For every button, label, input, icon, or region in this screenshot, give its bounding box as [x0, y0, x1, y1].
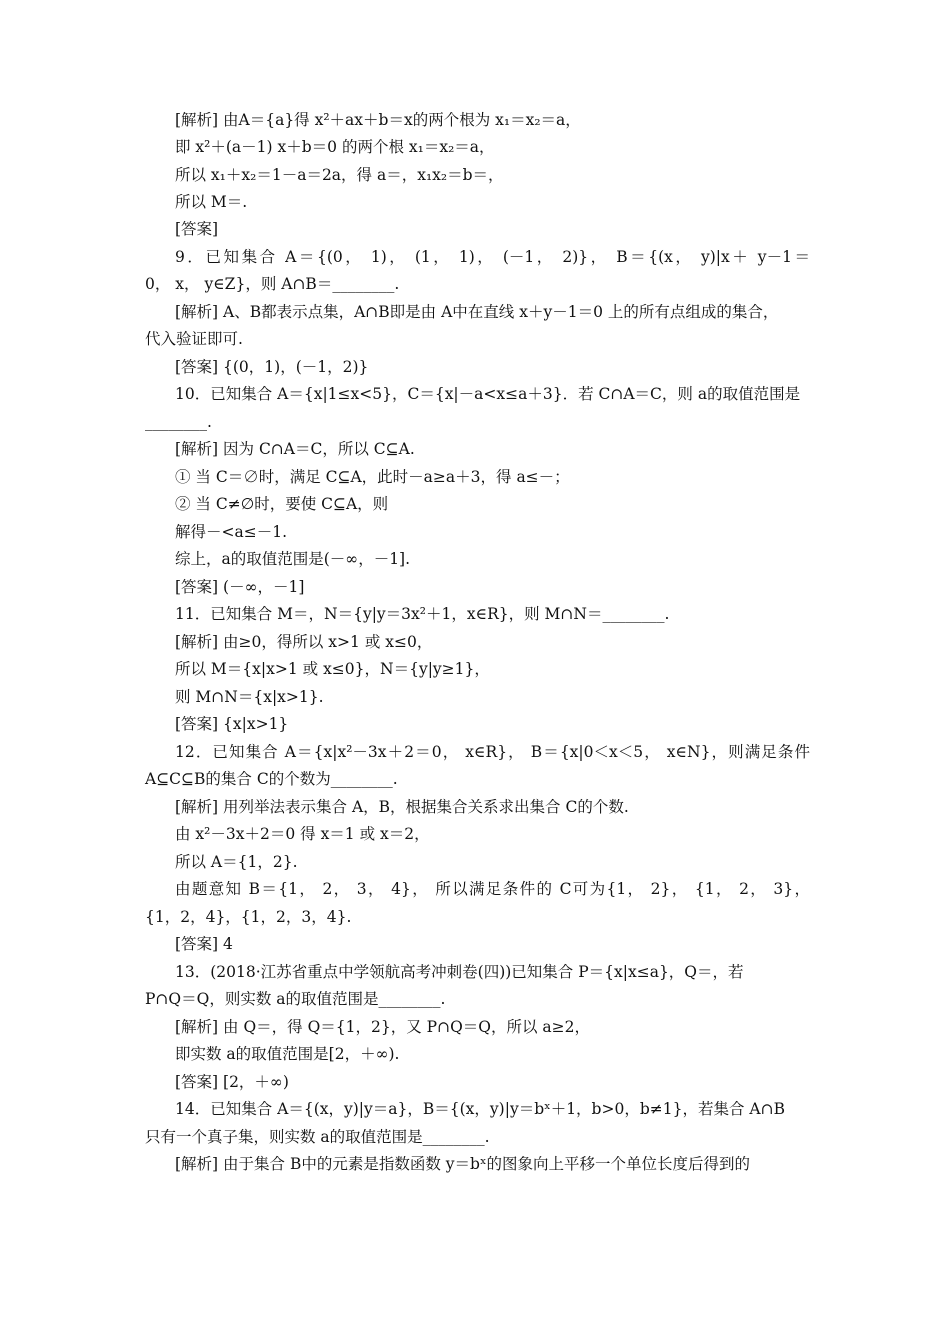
text-line: 所以 x₁＋x₂＝1－a＝2a，得 a＝，x₁x₂＝b＝， [175, 166, 504, 184]
text-line: 13．(2018·江苏省重点中学领航高考冲刺卷(四))已知集合 P＝{x|x≤a}，Q＝，若 [175, 963, 744, 981]
text-line: [解析] 由于集合 B中的元素是指数函数 y＝bˣ的图象向上平移一个单位长度后得到的 [175, 1155, 751, 1173]
text-line: 所以 A＝{1，2}. [175, 853, 298, 871]
text-line: [答案] [2，＋∞) [175, 1073, 289, 1091]
text-line: 9．已知集合 A＝{(0， 1)， (1， 1)， (－1， 2)}， B＝{(x， y)|x＋ y－1＝ [175, 248, 810, 266]
text-line: [解析] 由≥0，得所以 x>1 或 x≤0， [175, 633, 433, 651]
text-line: P∩Q＝Q，则实数 a的取值范围是________. [145, 990, 446, 1008]
text-line: {1，2，4}，{1，2，3，4}. [145, 908, 352, 926]
text-line: 由 x²－3x＋2＝0 得 x＝1 或 x＝2， [175, 825, 430, 843]
text-line: [解析] A、B都表示点集，A∩B即是由 A中在直线 x＋y－1＝0 上的所有点组成的集合， [175, 303, 779, 321]
text-line: [答案] {x|x>1} [175, 715, 289, 733]
text-line: [解析] 由 Q＝，得 Q＝{1，2}，又 P∩Q＝Q，所以 a≥2， [175, 1018, 591, 1036]
text-line: 即 x²＋(a－1) x＋b＝0 的两个根 x₁＝x₂＝a， [175, 138, 495, 156]
text-line: [答案] (－∞，－1] [175, 578, 305, 596]
text-line: [解析] 因为 C∩A＝C，所以 C⊆A. [175, 440, 415, 458]
text-line: ① 当 C＝∅时，满足 C⊆A，此时－a≥a＋3，得 a≤－； [175, 468, 570, 486]
text-line: 所以 M＝. [175, 193, 248, 211]
text-line: 12．已知集合 A＝{x|x²－3x＋2＝0， x∈R}， B＝{x|0＜x＜5， x∈N}，则满足条件 [175, 743, 810, 761]
text-line: [答案] [175, 220, 219, 238]
text-line: 0， x， y∈Z}，则 A∩B＝________. [145, 275, 400, 293]
text-line: 解得－<a≤－1. [175, 523, 288, 541]
text-line: 即实数 a的取值范围是[2，＋∞). [175, 1045, 400, 1063]
text-line: 14．已知集合 A＝{(x，y)|y＝a}，B＝{(x，y)|y＝bˣ＋1，b>0，b≠1}，若集合 A∩B [175, 1100, 785, 1118]
text-line: 10．已知集合 A＝{x|1≤x<5}，C＝{x|－a<x≤a＋3}．若 C∩A＝C，则 a的取值范围是 [175, 385, 801, 403]
text-line: 所以 M＝{x|x>1 或 x≤0}，N＝{y|y≥1}， [175, 660, 490, 678]
text-line: [答案] {(0，1)，(－1，2)} [175, 358, 369, 376]
text-line: ② 当 C≠∅时，要使 C⊆A，则 [175, 495, 389, 513]
text-line: 只有一个真子集，则实数 a的取值范围是________. [145, 1128, 490, 1146]
text-line: 综上，a的取值范围是(－∞，－1]. [175, 550, 411, 568]
text-line: 代入验证即可. [145, 330, 243, 348]
text-line: [答案] 4 [175, 935, 233, 953]
text-line: 则 M∩N＝{x|x>1}. [175, 688, 324, 706]
text-line: ________. [145, 413, 212, 431]
text-line: [解析] 用列举法表示集合 A，B，根据集合关系求出集合 C的个数. [175, 798, 629, 816]
text-line: 由题意知 B＝{1， 2， 3， 4}， 所以满足条件的 C可为{1， 2}， {1， 2， 3}， [175, 880, 810, 898]
text-line: [解析] 由A＝{a}得 x²＋ax＋b＝x的两个根为 x₁＝x₂＝a， [175, 111, 581, 129]
text-line: A⊆C⊆B的集合 C的个数为________. [145, 770, 398, 788]
text-line: 11．已知集合 M＝，N＝{y|y＝3x²＋1，x∈R}，则 M∩N＝________. [175, 605, 670, 623]
